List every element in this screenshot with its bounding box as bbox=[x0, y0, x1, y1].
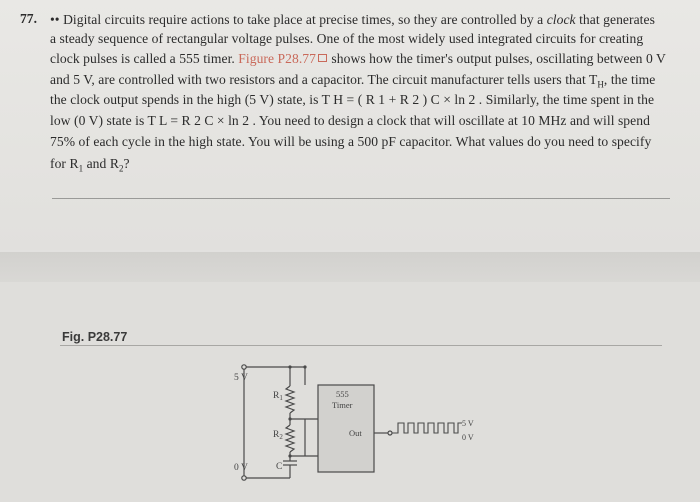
high-level-label: 5 V bbox=[462, 419, 474, 428]
junction-dot bbox=[288, 365, 291, 368]
low-level-label: 0 V bbox=[462, 433, 474, 442]
line-text: clock pulses is called a 555 timer. bbox=[50, 51, 239, 66]
line-text: low (0 V) state is T L = R 2 C × ln 2 . You need to design a clock that will oscillate at 10 MHz and will spend bbox=[50, 113, 650, 128]
figure-title: Fig. P28.77 bbox=[62, 330, 128, 344]
line-text: , the time bbox=[603, 72, 656, 87]
output-terminal bbox=[388, 431, 392, 435]
r2-label: $R_2$ bbox=[273, 430, 283, 441]
line-text: ? bbox=[123, 156, 130, 171]
line-text: and R bbox=[83, 156, 119, 171]
out-label: Out bbox=[349, 428, 362, 438]
timer-label-1: 555 bbox=[336, 389, 349, 399]
figure-link[interactable]: Figure P28.77 bbox=[238, 51, 316, 66]
line-text: •• Digital circuits require actions to take place at precise times, so they are controlled by a bbox=[50, 12, 547, 27]
ground-label: 0 V bbox=[234, 463, 248, 473]
line-text: for R bbox=[50, 156, 79, 171]
subscript: 2 bbox=[118, 163, 124, 174]
line-text: a steady sequence of rectangular voltage pulses. One of the most widely used integrated circuits for creating bbox=[50, 31, 644, 46]
line-text: and 5 V, are controlled with two resistors and a capacitor. The circuit manufacturer tells users that T bbox=[50, 72, 598, 87]
line-text: that generates bbox=[575, 12, 655, 27]
ground-terminal bbox=[242, 476, 246, 480]
line-text: shows how the timer's output pulses, oscillating between 0 V bbox=[327, 51, 666, 66]
line-text: 75% of each cycle in the high state. You will be using a 500 pF capacitor. What values do you need to specify bbox=[50, 134, 652, 149]
capacitor-label: C bbox=[276, 462, 283, 472]
resistor-r2 bbox=[286, 425, 294, 452]
r1-label: $R_1$ bbox=[273, 391, 283, 402]
pulse-train bbox=[392, 423, 462, 433]
subscript: 1 bbox=[78, 163, 84, 174]
junction-dot bbox=[288, 417, 291, 420]
junction-dot bbox=[303, 365, 306, 368]
problem-number: 77. bbox=[20, 11, 37, 26]
supply-label: 5 V bbox=[234, 373, 248, 383]
timer-label-2: Timer bbox=[332, 400, 353, 410]
resistor-r1 bbox=[286, 386, 294, 413]
line-text: the clock output spends in the high (5 V) state, is T H = ( R 1 + R 2 ) C × ln 2 . Similarly, the time spent in the bbox=[50, 92, 655, 107]
clock-emphasis: clock bbox=[546, 12, 576, 27]
subscript: H bbox=[597, 79, 604, 90]
supply-terminal bbox=[242, 365, 246, 369]
junction-dot bbox=[288, 454, 291, 457]
